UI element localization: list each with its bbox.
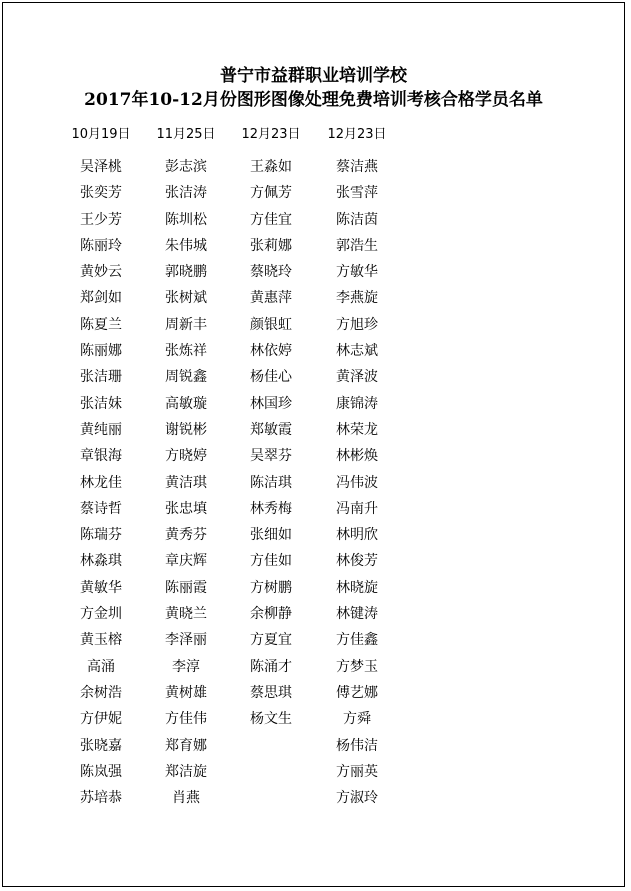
student-name: 张雪萍 [336,185,378,202]
student-name: 郭浩生 [336,237,378,254]
student-name: 余柳静 [250,606,292,623]
student-name: 方丽英 [336,763,378,780]
student-name: 方树鹏 [250,579,292,596]
student-name: 林龙佳 [80,474,122,491]
student-name: 冯伟波 [336,474,378,491]
student-name: 蔡思琪 [250,684,292,701]
student-name: 李燕旋 [336,290,378,307]
student-name: 郑敏霞 [250,421,292,438]
student-name: 黄树雄 [165,684,207,701]
student-name: 章银海 [80,448,122,465]
student-name: 陈夏兰 [80,316,122,333]
student-name: 黄妙云 [80,264,122,281]
column-header-date: 11月25日 [156,127,216,142]
student-name: 方伊妮 [80,711,122,728]
list-title: 2017年10-12月份图形图像处理免费培训考核合格学员名单 [84,90,543,110]
name-column [228,156,314,735]
name-column [143,156,229,813]
student-name: 林秀梅 [250,500,292,517]
student-name: 方佳宜 [250,211,292,228]
student-name: 高敏璇 [165,395,207,412]
student-name: 方金圳 [80,606,122,623]
student-name: 谢锐彬 [165,421,207,438]
student-name: 陈丽霞 [165,579,207,596]
student-name: 高涌 [87,658,115,675]
student-name: 方夏宜 [250,632,292,649]
column-headers [3,125,624,145]
student-name: 张洁涛 [165,185,207,202]
document-page [2,2,625,887]
student-name: 陈涌才 [250,658,292,675]
student-name: 肖燕 [172,790,200,807]
student-name: 杨文生 [250,711,292,728]
student-name: 张莉娜 [250,237,292,254]
student-name: 张洁珊 [80,369,122,386]
school-name-title: 普宁市益群职业培训学校 [220,66,407,86]
student-name: 方晓婷 [165,448,207,465]
student-name: 林荣龙 [336,421,378,438]
column-header-date: 12月23日 [241,127,301,142]
student-name: 林依婷 [250,343,292,360]
student-name: 王少芳 [80,211,122,228]
student-name: 方梦玉 [336,658,378,675]
student-name: 彭志滨 [165,159,207,175]
student-name: 周新丰 [165,316,207,333]
student-name: 黄晓兰 [165,606,207,623]
student-name: 王淼如 [250,159,292,175]
student-name: 蔡诗哲 [80,500,122,517]
student-name: 康锦涛 [336,395,378,412]
student-name: 林淼琪 [80,553,122,570]
student-name: 陈岚强 [80,763,122,780]
student-name: 张炼祥 [165,343,207,360]
student-name: 林国珍 [250,395,292,412]
student-name: 章庆辉 [165,553,207,570]
student-name: 张忠填 [165,500,207,517]
student-name: 张细如 [250,527,292,544]
column-header-date: 12月23日 [327,127,387,142]
student-name: 李泽丽 [165,632,207,649]
student-name: 苏培恭 [80,790,122,807]
student-name: 李淳 [172,658,200,675]
student-name: 张洁妹 [80,395,122,412]
student-name: 方佳鑫 [336,632,378,649]
student-name: 傅艺娜 [336,684,378,701]
student-name: 郑剑如 [80,290,122,307]
student-name: 朱伟城 [165,237,207,254]
student-name: 黄秀芬 [165,527,207,544]
student-name: 林键涛 [336,606,378,623]
student-name: 方敏华 [336,264,378,281]
student-name: 黄敏华 [80,579,122,596]
student-name: 吴泽桃 [80,159,122,175]
student-name: 方佩芳 [250,185,292,202]
student-name: 林明欣 [336,527,378,544]
name-column [58,156,144,813]
student-name: 吴翠芬 [250,448,292,465]
student-name: 方佳伟 [165,711,207,728]
student-name: 陈瑞芬 [80,527,122,544]
column-header-date: 10月19日 [71,127,131,142]
student-name: 周锐鑫 [165,369,207,386]
student-name: 张奕芳 [80,185,122,202]
student-name: 方旭珍 [336,316,378,333]
student-name: 冯南升 [336,500,378,517]
student-name: 黄泽波 [336,369,378,386]
student-name: 郭晓鹏 [165,264,207,281]
student-name: 黄惠萍 [250,290,292,307]
student-name: 陈丽娜 [80,343,122,360]
student-name: 陈洁琪 [250,474,292,491]
student-name: 方舜 [343,711,371,728]
student-name: 陈圳松 [165,211,207,228]
name-column [314,156,400,813]
student-name: 郑育娜 [165,737,207,754]
student-name: 黄洁琪 [165,474,207,491]
student-name: 黄玉榕 [80,632,122,649]
student-name: 张晓嘉 [80,737,122,754]
student-name: 杨伟洁 [336,737,378,754]
student-name: 蔡晓玲 [250,264,292,281]
student-name: 余树浩 [80,684,122,701]
student-name: 蔡洁燕 [336,159,378,175]
student-name: 陈丽玲 [80,237,122,254]
student-name: 方佳如 [250,553,292,570]
student-name: 郑洁旋 [165,763,207,780]
student-name: 林志斌 [336,343,378,360]
student-name: 黄纯丽 [80,421,122,438]
student-name: 张树斌 [165,290,207,307]
student-name: 陈洁茵 [336,211,378,228]
student-name: 方淑玲 [336,790,378,807]
student-name: 林俊芳 [336,553,378,570]
student-name: 杨佳心 [250,369,292,386]
student-name: 林彬焕 [336,448,378,465]
student-name: 林晓旋 [336,579,378,596]
student-name: 颜银虹 [250,316,292,333]
